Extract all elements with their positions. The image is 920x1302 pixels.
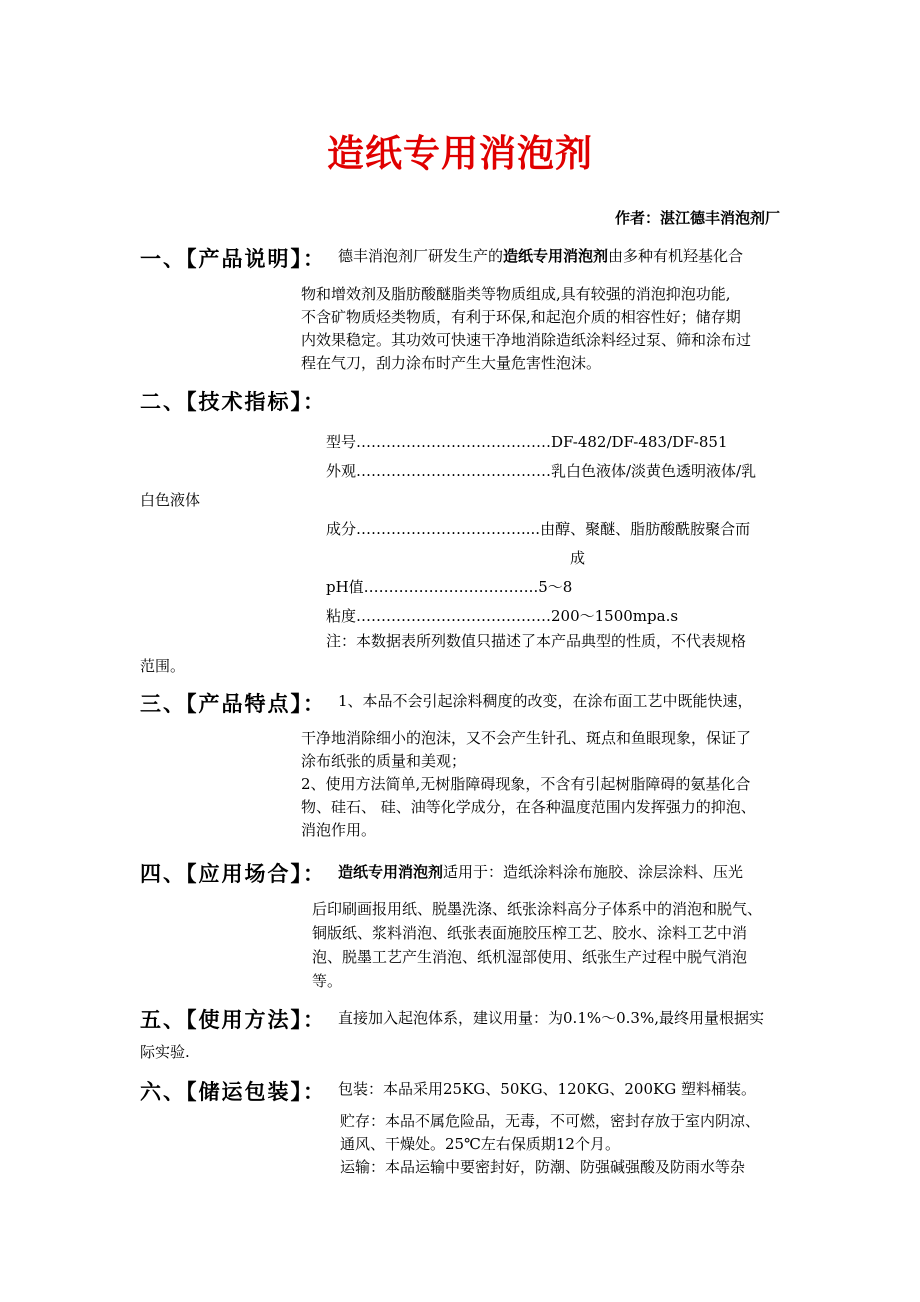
section3-line: 消泡作用。	[301, 821, 377, 839]
spec-model: 型号…………………………………DF-482/DF-483/DF-851	[326, 433, 728, 451]
section6-line: 通风、干燥处。25℃左右保质期12个月。	[340, 1135, 620, 1153]
document-title: 造纸专用消泡剂	[327, 132, 593, 175]
author-line: 作者：湛江德丰消泡剂厂	[614, 209, 780, 227]
section1-line: 物和增效剂及脂肪酸醚脂类等物质组成,具有较强的消泡抑泡功能,	[301, 285, 731, 303]
section5-cont: 际实验.	[140, 1043, 190, 1061]
section6-line: 贮存：本品不属危险品，无毒，不可燃，密封存放于室内阴凉、	[340, 1112, 761, 1130]
spec-appearance-cont: 白色液体	[140, 491, 201, 509]
section3-line: 干净地消除细小的泡沫，又不会产生针孔、斑点和鱼眼现象，保证了	[301, 729, 752, 747]
section3-line: 物、硅石、 硅、油等化学成分，在各种温度范围内发挥强力的抑泡、	[301, 798, 756, 816]
section4-line: 泡、脱墨工艺产生消泡、纸机湿部使用、纸张生产过程中脱气消泡	[312, 948, 748, 966]
section4-lead-product: 造纸专用消泡剂	[338, 863, 444, 881]
section3-lead: 1、本品不会引起涂料稠度的改变，在涂布面工艺中既能快速，	[338, 692, 753, 710]
section4-line: 后印刷画报用纸、脱墨洗涤、纸张涂料高分子体系中的消泡和脱气、	[312, 900, 763, 918]
spec-appearance: 外观…………………………………乳白色液体/淡黄色透明液体/乳	[326, 462, 757, 480]
section4-lead-text: 适用于：造纸涂料涂布施胶、涂层涂料、压光	[443, 863, 744, 881]
section3-body	[301, 727, 756, 842]
section1-line: 程在气刀，刮力涂布时产生大量危害性泡沫。	[301, 354, 602, 372]
section1-lead-product: 造纸专用消泡剂	[503, 247, 609, 265]
section1-lead	[338, 245, 743, 268]
section4-line: 等。	[312, 972, 343, 990]
spec-note-cont: 范围。	[140, 657, 186, 675]
section1-heading: 一、【产品说明】：	[140, 247, 326, 271]
section6-body	[340, 1110, 760, 1179]
section1-lead-a: 德丰消泡剂厂研发生产的	[338, 247, 504, 265]
section6-heading: 六、【储运包装】：	[140, 1080, 326, 1104]
section4-body	[312, 897, 762, 993]
section4-lead	[338, 861, 743, 884]
spec-note: 注：本数据表所列数值只描述了本产品典型的性质，不代表规格	[326, 632, 747, 650]
spec-viscosity: 粘度…………………………………200～1500mpa.s	[326, 607, 679, 625]
section3-line: 2、使用方法简单,无树脂障碍现象，不含有引起树脂障碍的氨基化合	[301, 775, 751, 793]
spec-composition-cont: 成	[570, 549, 586, 567]
section4-line: 铜版纸、浆料消泡、纸张表面施胶压榨工艺、胶水、涂料工艺中消	[312, 924, 748, 942]
section5-heading: 五、【使用方法】：	[140, 1008, 326, 1032]
section3-heading: 三、【产品特点】：	[140, 692, 326, 716]
section1-line: 内效果稳定。其功效可快速干净地消除造纸涂料经过泵、筛和涂布过	[301, 331, 752, 349]
section6-lead: 包装：本品采用25KG、50KG、120KG、200KG 塑料桶装。	[338, 1080, 756, 1098]
section5-lead: 直接加入起泡体系，建议用量：为0.1%～0.3%,最终用量根据实	[338, 1009, 764, 1027]
spec-ph: pH值……………………………..5～8	[326, 578, 573, 596]
section1-body	[301, 283, 751, 375]
section4-heading: 四、【应用场合】：	[140, 862, 326, 886]
section1-lead-b: 由多种有机羟基化合	[608, 247, 744, 265]
section2-heading: 二、【技术指标】：	[140, 390, 326, 414]
section3-line: 涂布纸张的质量和美观；	[301, 752, 467, 770]
section6-line: 运输：本品运输中要密封好，防潮、防强碱强酸及防雨水等杂	[340, 1158, 746, 1176]
section1-line: 不含矿物质烃类物质，有利于环保,和起泡介质的相容性好；储存期	[301, 308, 741, 326]
spec-composition: 成分……………………………....由醇、聚醚、脂肪酸酰胺聚合而	[326, 520, 751, 538]
